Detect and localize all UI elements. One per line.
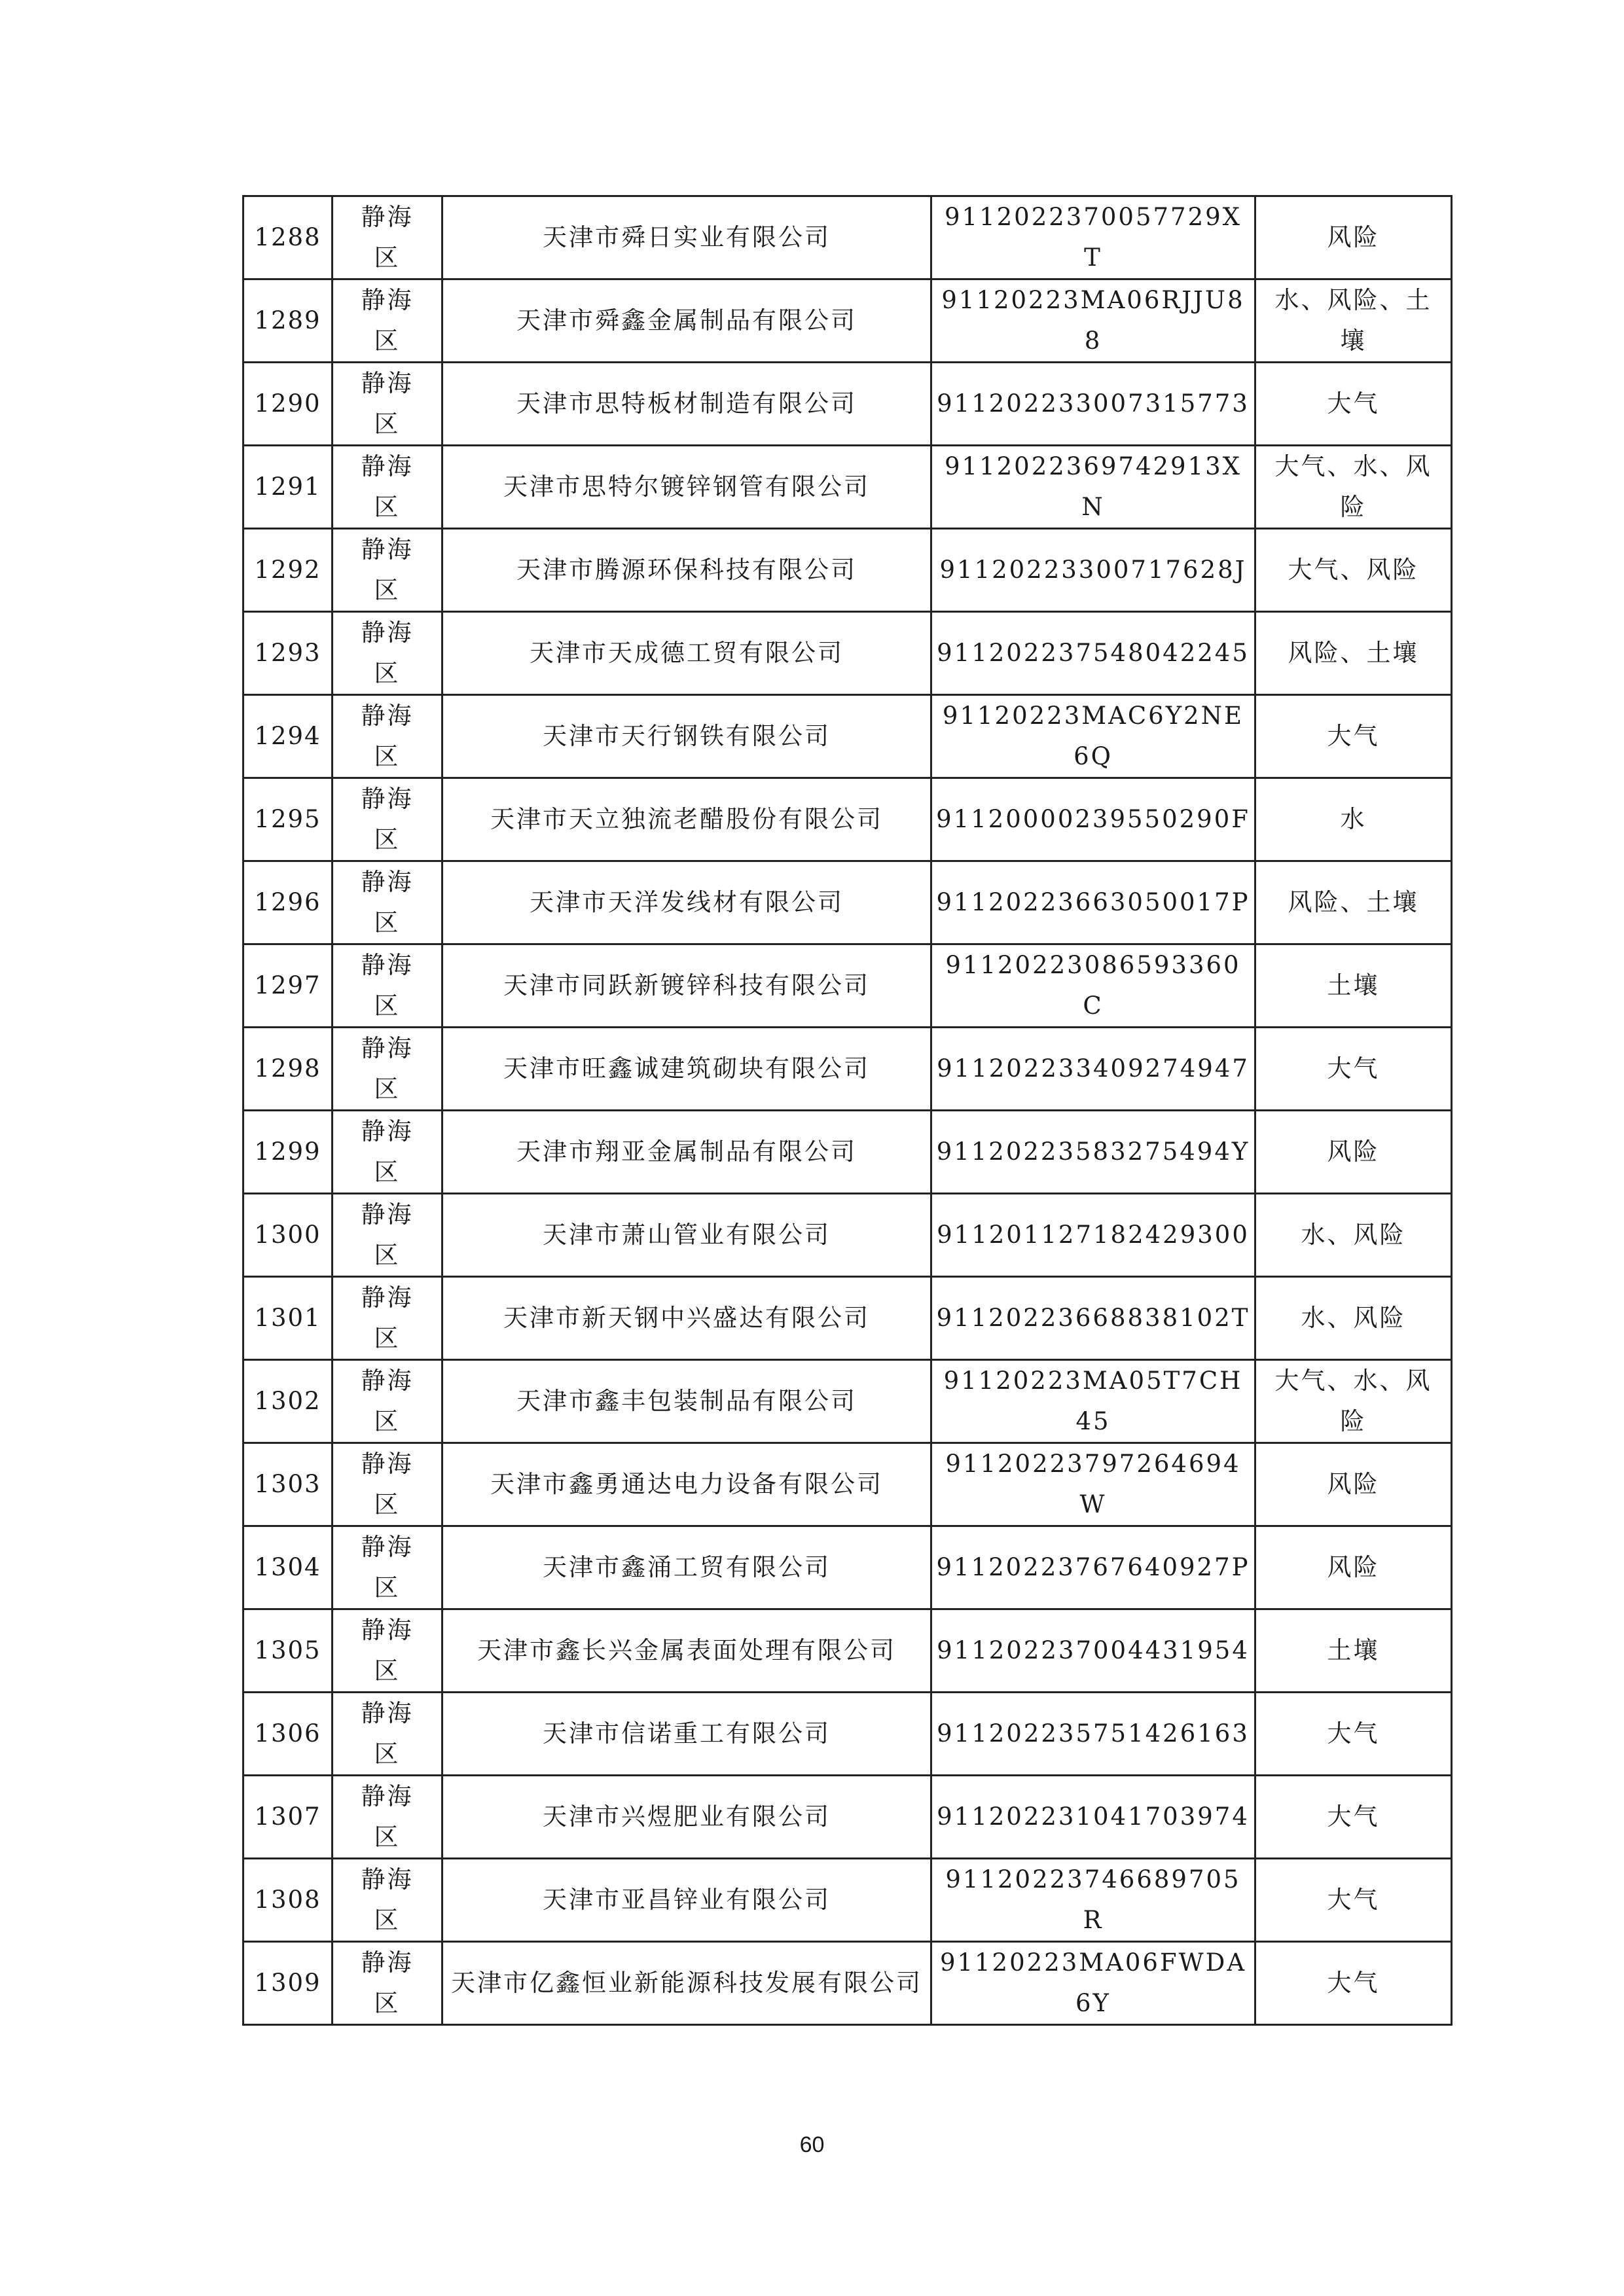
district-cell: 静海区 — [333, 1942, 442, 2025]
district-cell: 静海区 — [333, 1609, 442, 1693]
category-cell: 水、风险 — [1255, 1277, 1452, 1360]
credit-code-cell: 91120223767640927P — [931, 1526, 1255, 1609]
company-name-cell: 天津市亿鑫恒业新能源科技发展有限公司 — [442, 1942, 931, 2025]
district-cell: 静海区 — [333, 944, 442, 1028]
row-number: 1302 — [244, 1360, 333, 1443]
table-row — [244, 695, 1452, 778]
row-number: 1308 — [244, 1859, 333, 1942]
district-cell: 静海区 — [333, 363, 442, 446]
row-number: 1291 — [244, 446, 333, 529]
category-cell: 大气 — [1255, 1693, 1452, 1776]
company-name-cell: 天津市翔亚金属制品有限公司 — [442, 1111, 931, 1194]
table-row — [244, 1776, 1452, 1859]
company-name-cell: 天津市思特尔镀锌钢管有限公司 — [442, 446, 931, 529]
row-number: 1294 — [244, 695, 333, 778]
category-cell: 土壤 — [1255, 944, 1452, 1028]
company-name-cell: 天津市天成德工贸有限公司 — [442, 612, 931, 695]
credit-code-cell: 9112022369742913XN — [931, 446, 1255, 529]
table-row — [244, 1443, 1452, 1526]
company-name-cell: 天津市鑫长兴金属表面处理有限公司 — [442, 1609, 931, 1693]
category-cell: 水 — [1255, 778, 1452, 861]
row-number: 1289 — [244, 279, 333, 363]
category-cell: 大气 — [1255, 695, 1452, 778]
table-row — [244, 1194, 1452, 1277]
district-cell: 静海区 — [333, 1360, 442, 1443]
credit-code-cell: 91120223663050017P — [931, 861, 1255, 944]
row-number: 1293 — [244, 612, 333, 695]
table-row — [244, 529, 1452, 612]
company-name-cell: 天津市新天钢中兴盛达有限公司 — [442, 1277, 931, 1360]
company-name-cell: 天津市舜鑫金属制品有限公司 — [442, 279, 931, 363]
category-cell: 大气 — [1255, 1942, 1452, 2025]
row-number: 1305 — [244, 1609, 333, 1693]
company-name-cell: 天津市同跃新镀锌科技有限公司 — [442, 944, 931, 1028]
credit-code-cell: 91120223MA06RJJU88 — [931, 279, 1255, 363]
category-cell: 风险、土壤 — [1255, 861, 1452, 944]
company-name-cell: 天津市兴煜肥业有限公司 — [442, 1776, 931, 1859]
category-cell: 大气 — [1255, 1028, 1452, 1111]
row-number: 1288 — [244, 196, 333, 279]
category-cell: 大气、水、风险 — [1255, 1360, 1452, 1443]
table-row — [244, 1609, 1452, 1693]
district-cell: 静海区 — [333, 1194, 442, 1277]
company-name-cell: 天津市萧山管业有限公司 — [442, 1194, 931, 1277]
district-cell: 静海区 — [333, 1028, 442, 1111]
category-cell: 大气 — [1255, 1776, 1452, 1859]
credit-code-cell: 91120223746689705R — [931, 1859, 1255, 1942]
company-name-cell: 天津市信诺重工有限公司 — [442, 1693, 931, 1776]
district-cell: 静海区 — [333, 778, 442, 861]
table-row — [244, 1277, 1452, 1360]
category-cell: 风险 — [1255, 196, 1452, 279]
row-number: 1296 — [244, 861, 333, 944]
credit-code-cell: 911202237548042245 — [931, 612, 1255, 695]
credit-code-cell: 911202237004431954 — [931, 1609, 1255, 1693]
credit-code-cell: 91120223MA05T7CH45 — [931, 1360, 1255, 1443]
district-cell: 静海区 — [333, 279, 442, 363]
row-number: 1290 — [244, 363, 333, 446]
credit-code-cell: 911202231041703974 — [931, 1776, 1255, 1859]
district-cell: 静海区 — [333, 695, 442, 778]
table-row — [244, 446, 1452, 529]
table-row — [244, 1693, 1452, 1776]
row-number: 1304 — [244, 1526, 333, 1609]
company-name-cell: 天津市舜日实业有限公司 — [442, 196, 931, 279]
credit-code-cell: 91120223MA06FWDA6Y — [931, 1942, 1255, 2025]
row-number: 1298 — [244, 1028, 333, 1111]
row-number: 1295 — [244, 778, 333, 861]
company-name-cell: 天津市鑫涌工贸有限公司 — [442, 1526, 931, 1609]
category-cell: 大气、风险 — [1255, 529, 1452, 612]
table-row — [244, 1859, 1452, 1942]
company-name-cell: 天津市思特板材制造有限公司 — [442, 363, 931, 446]
table-row — [244, 944, 1452, 1028]
district-cell: 静海区 — [333, 1776, 442, 1859]
table-row — [244, 1111, 1452, 1194]
credit-code-cell: 91120000239550290F — [931, 778, 1255, 861]
credit-code-cell: 9112022370057729XT — [931, 196, 1255, 279]
district-cell: 静海区 — [333, 529, 442, 612]
district-cell: 静海区 — [333, 1693, 442, 1776]
row-number: 1292 — [244, 529, 333, 612]
category-cell: 大气 — [1255, 363, 1452, 446]
credit-code-cell: 91120223MAC6Y2NE6Q — [931, 695, 1255, 778]
credit-code-cell: 911202233409274947 — [931, 1028, 1255, 1111]
table-row — [244, 1942, 1452, 2025]
company-name-cell: 天津市天立独流老醋股份有限公司 — [442, 778, 931, 861]
row-number: 1309 — [244, 1942, 333, 2025]
category-cell: 风险、土壤 — [1255, 612, 1452, 695]
company-name-cell: 天津市鑫勇通达电力设备有限公司 — [442, 1443, 931, 1526]
table-row — [244, 196, 1452, 279]
table-row — [244, 612, 1452, 695]
row-number: 1307 — [244, 1776, 333, 1859]
page-number: 60 — [799, 2132, 825, 2157]
table-row — [244, 1028, 1452, 1111]
company-name-cell: 天津市天行钢铁有限公司 — [442, 695, 931, 778]
row-number: 1297 — [244, 944, 333, 1028]
district-cell: 静海区 — [333, 612, 442, 695]
district-cell: 静海区 — [333, 1111, 442, 1194]
category-cell: 风险 — [1255, 1111, 1452, 1194]
credit-code-cell: 91120223300717628J — [931, 529, 1255, 612]
credit-code-cell: 911201127182429300 — [931, 1194, 1255, 1277]
company-name-cell: 天津市鑫丰包装制品有限公司 — [442, 1360, 931, 1443]
row-number: 1299 — [244, 1111, 333, 1194]
district-cell: 静海区 — [333, 196, 442, 279]
company-name-cell: 天津市旺鑫诚建筑砌块有限公司 — [442, 1028, 931, 1111]
district-cell: 静海区 — [333, 1277, 442, 1360]
district-cell: 静海区 — [333, 1526, 442, 1609]
category-cell: 大气 — [1255, 1859, 1452, 1942]
table-body — [244, 196, 1452, 2025]
district-cell: 静海区 — [333, 446, 442, 529]
row-number: 1306 — [244, 1693, 333, 1776]
company-name-cell: 天津市天洋发线材有限公司 — [442, 861, 931, 944]
district-cell: 静海区 — [333, 1443, 442, 1526]
district-cell: 静海区 — [333, 1859, 442, 1942]
credit-code-cell: 91120223583275494Y — [931, 1111, 1255, 1194]
row-number: 1303 — [244, 1443, 333, 1526]
enterprise-list-table — [242, 195, 1453, 2026]
table-row — [244, 1360, 1452, 1443]
category-cell: 风险 — [1255, 1526, 1452, 1609]
row-number: 1301 — [244, 1277, 333, 1360]
table-row — [244, 363, 1452, 446]
table-row — [244, 861, 1452, 944]
enterprise-list-table-container — [242, 195, 1451, 2026]
table-row — [244, 1526, 1452, 1609]
table-row — [244, 778, 1452, 861]
company-name-cell: 天津市腾源环保科技有限公司 — [442, 529, 931, 612]
category-cell: 风险 — [1255, 1443, 1452, 1526]
category-cell: 水、风险 — [1255, 1194, 1452, 1277]
credit-code-cell: 911202233007315773 — [931, 363, 1255, 446]
category-cell: 大气、水、风险 — [1255, 446, 1452, 529]
credit-code-cell: 91120223668838102T — [931, 1277, 1255, 1360]
table-row — [244, 279, 1452, 363]
category-cell: 土壤 — [1255, 1609, 1452, 1693]
category-cell: 水、风险、土壤 — [1255, 279, 1452, 363]
credit-code-cell: 91120223086593360C — [931, 944, 1255, 1028]
company-name-cell: 天津市亚昌锌业有限公司 — [442, 1859, 931, 1942]
row-number: 1300 — [244, 1194, 333, 1277]
credit-code-cell: 911202235751426163 — [931, 1693, 1255, 1776]
district-cell: 静海区 — [333, 861, 442, 944]
credit-code-cell: 91120223797264694W — [931, 1443, 1255, 1526]
